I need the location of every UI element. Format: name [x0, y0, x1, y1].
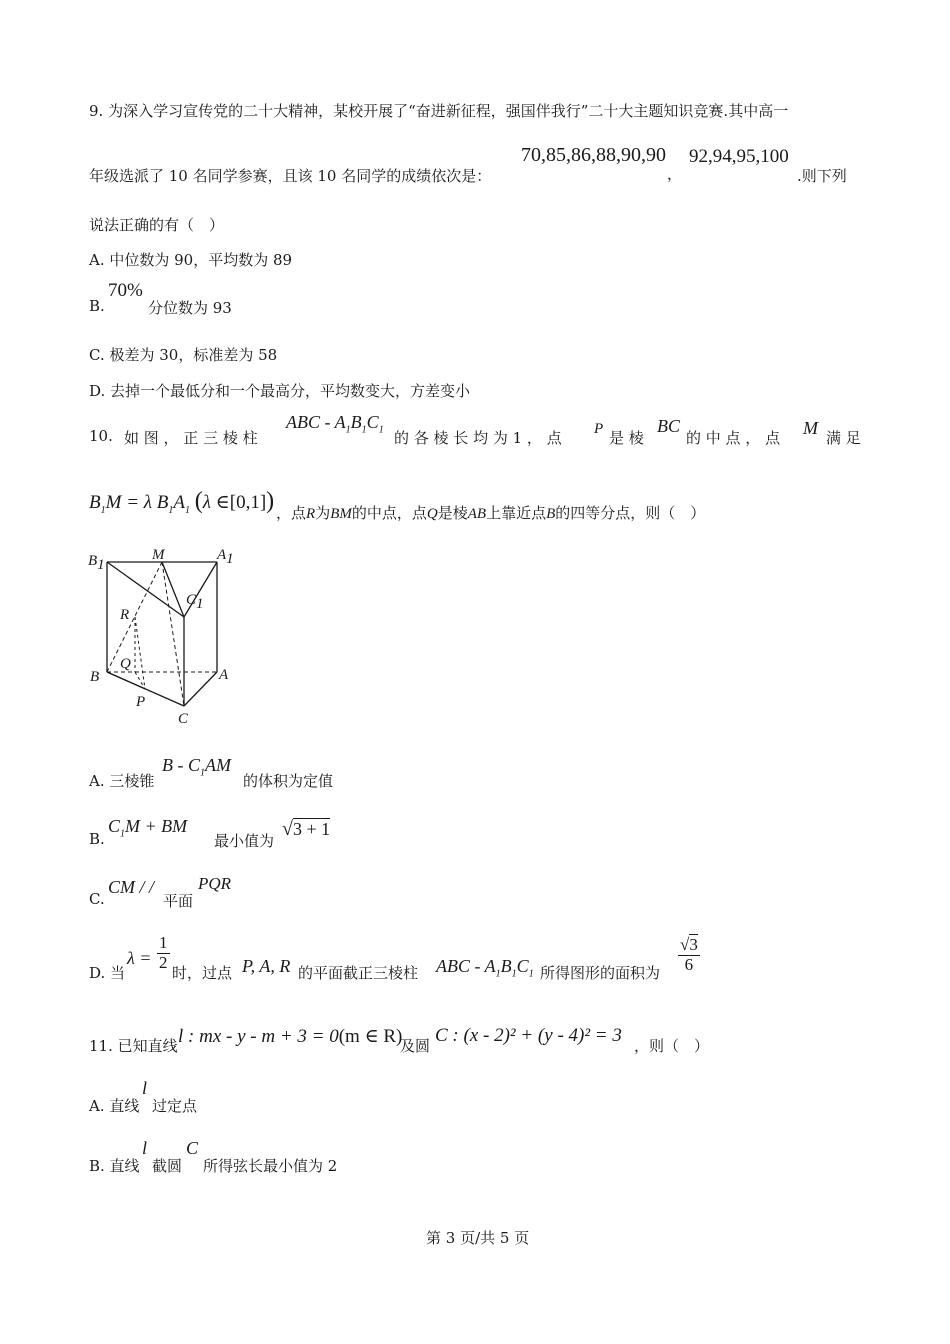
q9-option-d: D. 去掉一个最低分和一个最高分，平均数变大，方差变小 [89, 382, 471, 400]
q11-intro-c: ，则（ ） [634, 1037, 710, 1055]
q9-option-c: C. 极差为 30，标准差为 58 [89, 346, 278, 364]
label-a: A [219, 667, 229, 683]
q11-line-equation: l : mx - y - m + 3 = 0(m ∈ R) [178, 1026, 403, 1047]
q9-option-b-percent: 70% [108, 280, 143, 301]
q10-option-a-text: 的体积为定值 [243, 772, 334, 790]
q10-intro-c: 是 棱 [609, 429, 644, 447]
q10-option-d-text-c: 所得图形的面积为 [540, 964, 661, 982]
q10-number: 10. [89, 427, 113, 445]
label-r: R [120, 607, 130, 623]
q10-option-d-half: $\frac{1}{2}$ [159, 933, 168, 972]
q10-option-d-text-a: 时，过点 [172, 964, 233, 982]
q10-point-p: P [594, 421, 604, 437]
q10-option-d-points: P, A, R [242, 956, 291, 976]
q10-option-b-label: B. [89, 830, 105, 848]
segment-r-p [135, 617, 145, 689]
q9-scores-b: 92,94,95,100 [689, 146, 789, 167]
prism-figure [80, 540, 250, 730]
label-m: M [152, 547, 165, 563]
q10-option-c-label: C. [89, 890, 105, 908]
q10-option-c-text: 平面 [163, 892, 194, 910]
q9-line2-suffix: .则下列 [797, 167, 847, 185]
label-c: C [178, 711, 189, 727]
q10-option-d-prism: ABC - $A_1B_1C_1$ [436, 956, 534, 980]
q11-intro-b: 及圆 [400, 1037, 431, 1055]
q9-scores-a: 70,85,86,88,90,90 [521, 144, 666, 166]
label-a1: A1 [217, 547, 234, 567]
q10-option-d-text-b: 的平面截正三棱柱 [298, 964, 419, 982]
q11-option-b-text-a: 截圆 [152, 1157, 183, 1175]
q10-edge-bc: BC [657, 416, 681, 436]
q10-option-d-label: D. 当 [89, 964, 126, 982]
q10-intro-b: 的 各 棱 长 均 为 1 ， 点 [394, 429, 562, 447]
q10-option-c-plane: PQR [198, 874, 232, 893]
q9-option-b-label: B. [89, 297, 105, 315]
q10-option-a-label: A. 三棱锥 [89, 772, 155, 790]
label-b: B [90, 669, 100, 685]
q9-option-b-text: 分位数为 93 [148, 299, 232, 317]
q11-option-b-text-b: 所得弦长最小值为 2 [203, 1157, 338, 1175]
q9-line1: 9. 为深入学习宣传党的二十大精神，某校开展了“奋进新征程，强国伴我行”二十大主题知识竞赛.其中高一 [89, 102, 789, 120]
q11-intro-a: 11. 已知直线 [89, 1037, 178, 1055]
q11-option-a-l: l [142, 1078, 148, 1098]
q10-point-m: M [803, 418, 818, 438]
q9-line2-prefix: 年级选派了 10 名同学参赛，且该 10 名同学的成绩依次是： [89, 167, 492, 185]
q11-option-b-label: B. 直线 [89, 1157, 140, 1175]
q10-option-a-math: B - $C_1AM$ [162, 755, 231, 779]
q10-option-b-value: √3 + 1 [282, 818, 331, 840]
edge-a-c [184, 672, 217, 706]
q10-option-b-math: $C_1M$ + BM [108, 816, 188, 840]
q11-option-b-l: l [142, 1138, 148, 1158]
q10-option-d-lambda: λ = [127, 948, 152, 968]
label-q: Q [120, 656, 131, 672]
q10-intro-d: 的 中 点 ， 点 [686, 429, 781, 447]
q11-option-b-c: C [186, 1138, 199, 1158]
q10-condition-text: ，点R为BM的中点，点Q是棱AB上靠近点B的四等分点，则（ ） [276, 504, 706, 522]
q10-prism-name: ABC - $A_1B_1C_1$ [286, 412, 384, 436]
segment-b-p [107, 672, 145, 689]
segment-m-c [162, 562, 184, 706]
label-c1: C1 [186, 592, 204, 612]
label-p: P [136, 694, 146, 710]
q11-circle-equation: C : (x - 2)² + (y - 4)² = 3 [435, 1025, 622, 1046]
q10-option-d-answer: $\frac{√3}{6}$ [680, 935, 698, 974]
q9-option-a: A. 中位数为 90，平均数为 89 [89, 251, 293, 269]
q11-option-a-label: A. 直线 [89, 1097, 140, 1115]
q11-option-a-text: 过定点 [152, 1097, 198, 1115]
q10-option-c-math: CM / / [108, 877, 155, 897]
q10-condition-formula: $B_1M = \lambda$ $B_1A_1$ (λ ∈[0,1]) [89, 488, 275, 516]
prism-diagram [80, 540, 250, 730]
q9-comma: ， [667, 165, 683, 183]
q10-intro-e: 满 足 [826, 429, 861, 447]
q9-line3: 说法正确的有（ ） [89, 216, 225, 234]
q10-option-b-text: 最小值为 [214, 832, 275, 850]
page-footer: 第 3 页/共 5 页 [426, 1229, 530, 1247]
label-b1: B1 [88, 553, 105, 573]
q10-intro-a: 如 图 ， 正 三 棱 柱 [124, 429, 258, 447]
